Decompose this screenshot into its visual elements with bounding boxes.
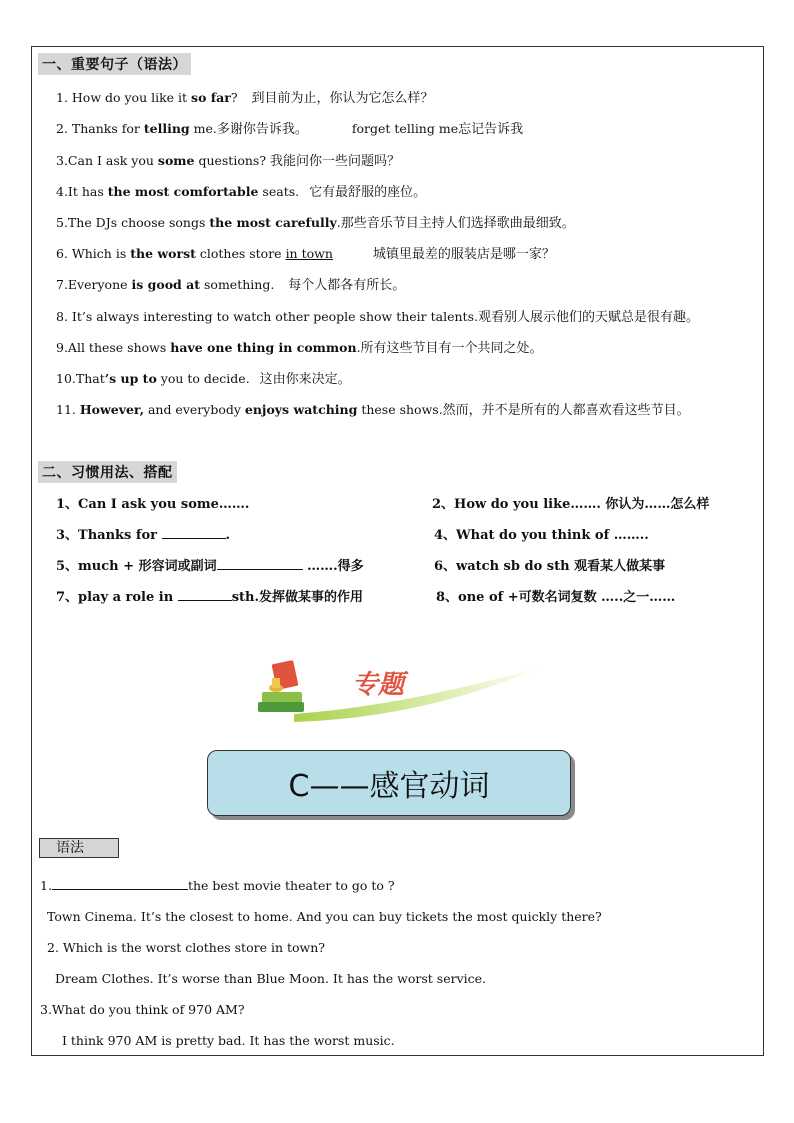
exercise-1-answer: Town Cinema. It’s the closest to home. And you can buy tickets the most quickly there? [47,909,602,924]
topic-banner [254,656,544,726]
collocation-4: 4、What do you think of …….. [434,528,649,543]
sentence-7: 7.Everyone is good at something. 每个人都各有所长。 [56,277,406,293]
sentence-5: 5.The DJs choose songs the most carefully.那些音乐节目主持人们选择歌曲最细致。 [56,215,575,231]
sentence-4: 4.It has the most comfortable seats. 它有最舒服的座位。 [56,184,427,200]
blank [162,526,226,539]
sentence-6: 6. Which is the worst clothes store in town 城镇里最差的服装店是哪一家？ [56,246,555,262]
section2-heading: 二、习惯用法、搭配 [38,461,177,483]
topic-title-box [207,750,571,816]
sentence-1: 1. How do you like it so far? 到目前为止，你认为它怎么样？ [56,90,434,106]
collocation-2: 2、How do you like……. 你认为……怎么样 [432,497,710,512]
exercise-2-answer: Dream Clothes. It’s worse than Blue Moon. It has the worst service. [55,971,487,986]
sentence-2: 2. Thanks for telling me.多谢你告诉我。 forget telling me忘记告诉我 [56,121,524,137]
collocation-7: 7、play a role in sth.发挥做某事的作用 [56,590,364,605]
sentence-9: 9.All these shows have one thing in common.所有这些节目有一个共同之处。 [56,340,543,356]
topic-title: C——感官动词 [288,769,490,804]
exercise-2: 2. Which is the worst clothes store in town? [47,940,325,955]
collocation-3: 3、Thanks for . [56,528,231,543]
collocation-6: 6、watch sb do sth 观看某人做某事 [434,559,666,574]
answer-blank[interactable] [52,877,188,890]
exercise-1: 1. the best movie theater to go to ? [40,878,395,893]
sentence-3: 3.Can I ask you some questions? 我能问你一些问题吗？ [56,153,401,169]
exercise-3: 3.What do you think of 970 AM? [40,1002,245,1017]
collocation-5: 5、much + 形容词或副词 …….得多 [56,559,364,574]
collocation-1: 1、Can I ask you some……. [56,497,250,512]
sentence-11: 11. However, and everybody enjoys watching these shows.然而，并不是所有的人都喜欢看这些节目。 [56,402,690,418]
section1-heading: 一、重要句子（语法） [38,53,191,75]
blank [178,588,232,601]
grammar-tag: 语法 [39,838,119,858]
banner-text: 专题 [352,670,405,700]
blank [217,557,303,570]
exercise-3-answer: I think 970 AM is pretty bad. It has the worst music. [62,1033,395,1048]
collocation-8: 8、one of +可数名词复数 …..之一…… [436,590,676,605]
sentence-8: 8. It’s always interesting to watch other people show their talents.观看别人展示他们的天赋总是很有趣。 [56,309,699,325]
sentence-10: 10.That’s up to you to decide. 这由你来决定。 [56,371,351,387]
